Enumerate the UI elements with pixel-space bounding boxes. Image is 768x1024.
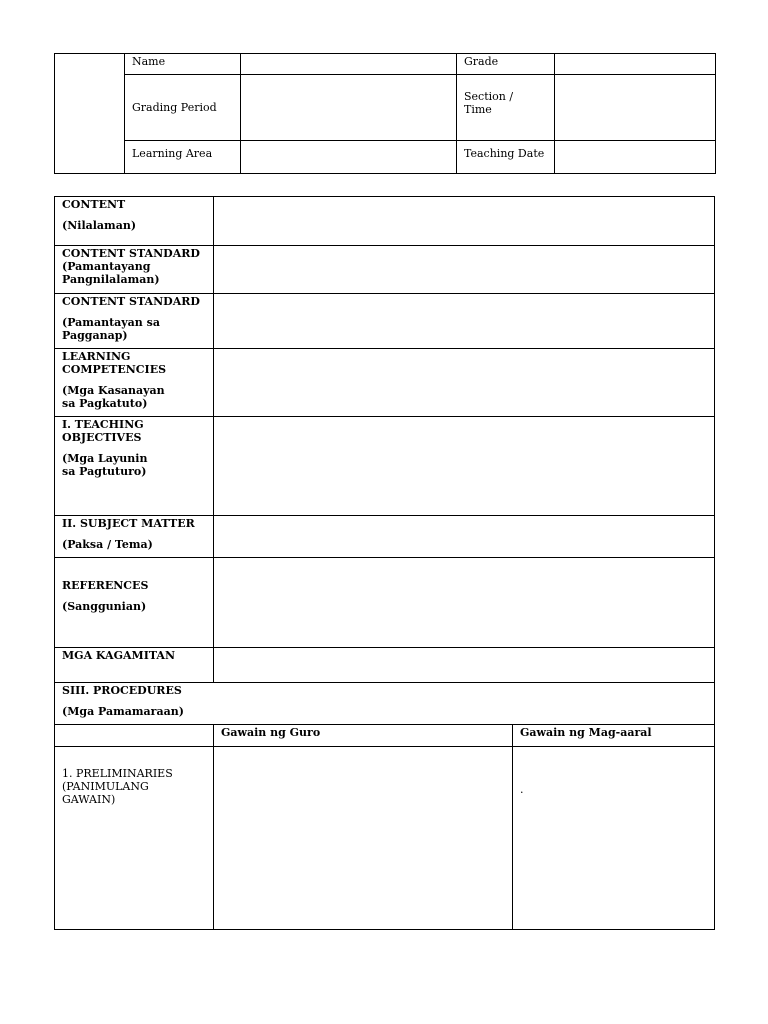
mga-kagamitan-field[interactable]: [214, 648, 715, 683]
section-time-label-line2: Time: [464, 103, 492, 117]
name-label: Name: [125, 54, 241, 75]
preliminaries-label: 1. PRELIMINARIES (PANIMULANG GAWAIN): [55, 747, 214, 930]
student-activity-field[interactable]: [513, 747, 715, 930]
teaching-objectives-field[interactable]: [214, 417, 715, 516]
section-time-label-line1: Section /: [464, 90, 514, 104]
teaching-date-field[interactable]: [555, 140, 716, 173]
performance-standard-label: CONTENT STANDARD (Pamantayan sa Pagganap): [55, 294, 214, 349]
teaching-date-label: Teaching Date: [457, 140, 555, 173]
teacher-activity-header: Gawain ng Guro: [214, 725, 513, 747]
references-field[interactable]: [214, 558, 715, 648]
student-activity-header: Gawain ng Mag-aaral: [513, 725, 715, 747]
content-label: CONTENT (Nilalaman): [55, 197, 214, 246]
section-time-field[interactable]: [555, 75, 716, 141]
learning-competencies-field[interactable]: [214, 349, 715, 417]
subject-matter-label: II. SUBJECT MATTER (Paksa / Tema): [55, 516, 214, 558]
section-time-label: [457, 75, 555, 141]
subject-matter-field[interactable]: [214, 516, 715, 558]
learning-area-label: Learning Area: [125, 140, 241, 173]
procedures-corner-cell: [55, 725, 214, 747]
teaching-objectives-label: I. TEACHING OBJECTIVES (Mga Layunin sa Pagtuturo): [55, 417, 214, 516]
content-standard-label: CONTENT STANDARD (Pamantayang Pangnilalaman): [55, 246, 214, 294]
teacher-activity-field[interactable]: [214, 747, 513, 930]
lesson-plan-table: [54, 196, 715, 930]
mga-kagamitan-label: MGA KAGAMITAN: [55, 648, 214, 683]
performance-standard-field[interactable]: [214, 294, 715, 349]
content-field[interactable]: [214, 197, 715, 246]
learning-area-field[interactable]: [241, 140, 457, 173]
procedures-label: SIII. PROCEDURES (Mga Pamamaraan): [55, 683, 715, 725]
grading-period-label: Grading Period: [125, 75, 241, 141]
learning-competencies-label: LEARNING COMPETENCIES (Mga Kasanayan sa Pagkatuto): [55, 349, 214, 417]
student-activity-mark: .: [520, 783, 524, 796]
grade-field[interactable]: [555, 54, 716, 75]
content-standard-field[interactable]: [214, 246, 715, 294]
header-info-table: [54, 53, 716, 174]
references-label: REFERENCES (Sanggunian): [55, 558, 214, 648]
grading-period-field[interactable]: [241, 75, 457, 141]
logo-placeholder-cell: [55, 54, 125, 174]
grade-label: Grade: [457, 54, 555, 75]
name-field[interactable]: [241, 54, 457, 75]
